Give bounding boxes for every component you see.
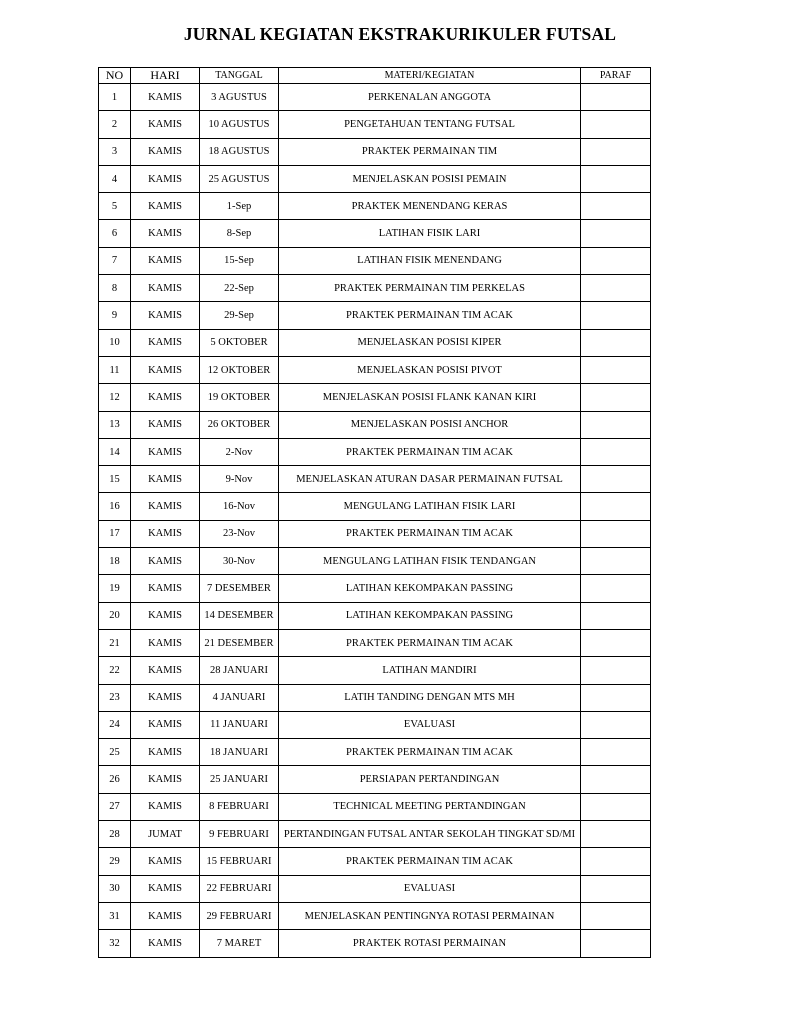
table-row (99, 602, 651, 629)
table-row (99, 247, 651, 274)
cell-hari: KAMIS (131, 111, 200, 138)
cell-materi: MENJELASKAN ATURAN DASAR PERMAINAN FUTSAL (279, 466, 581, 493)
cell-paraf (581, 930, 651, 957)
cell-hari: KAMIS (131, 275, 200, 302)
cell-hari: KAMIS (131, 438, 200, 465)
cell-paraf (581, 602, 651, 629)
cell-materi: PRAKTEK PERMAINAN TIM PERKELAS (279, 275, 581, 302)
cell-materi: LATIHAN KEKOMPAKAN PASSING (279, 575, 581, 602)
cell-no: 12 (99, 384, 131, 411)
cell-hari: KAMIS (131, 466, 200, 493)
header-paraf: PARAF (581, 68, 651, 84)
table-row (99, 902, 651, 929)
cell-no: 31 (99, 902, 131, 929)
cell-no: 2 (99, 111, 131, 138)
cell-tanggal: 3 AGUSTUS (200, 84, 279, 111)
table-row (99, 111, 651, 138)
cell-tanggal: 4 JANUARI (200, 684, 279, 711)
table-row (99, 138, 651, 165)
cell-no: 10 (99, 329, 131, 356)
cell-paraf (581, 329, 651, 356)
table-row (99, 548, 651, 575)
table-header-row (99, 68, 651, 84)
table-row (99, 275, 651, 302)
cell-tanggal: 7 DESEMBER (200, 575, 279, 602)
header-no: NO (99, 68, 131, 84)
cell-paraf (581, 84, 651, 111)
cell-no: 27 (99, 793, 131, 820)
cell-tanggal: 22-Sep (200, 275, 279, 302)
cell-tanggal: 23-Nov (200, 520, 279, 547)
cell-materi: PRAKTEK PERMAINAN TIM ACAK (279, 739, 581, 766)
cell-hari: KAMIS (131, 329, 200, 356)
cell-hari: KAMIS (131, 575, 200, 602)
table-row (99, 438, 651, 465)
cell-hari: KAMIS (131, 711, 200, 738)
cell-paraf (581, 193, 651, 220)
cell-materi: MENJELASKAN POSISI PIVOT (279, 356, 581, 383)
cell-materi: PRAKTEK PERMAINAN TIM ACAK (279, 629, 581, 656)
cell-tanggal: 18 AGUSTUS (200, 138, 279, 165)
cell-materi: EVALUASI (279, 875, 581, 902)
cell-materi: PRAKTEK PERMAINAN TIM ACAK (279, 302, 581, 329)
cell-hari: KAMIS (131, 902, 200, 929)
cell-paraf (581, 384, 651, 411)
cell-paraf (581, 848, 651, 875)
cell-materi: PRAKTEK MENENDANG KERAS (279, 193, 581, 220)
cell-tanggal: 9 FEBRUARI (200, 821, 279, 848)
cell-hari: KAMIS (131, 84, 200, 111)
cell-tanggal: 18 JANUARI (200, 739, 279, 766)
cell-hari: KAMIS (131, 384, 200, 411)
cell-hari: KAMIS (131, 629, 200, 656)
cell-hari: KAMIS (131, 220, 200, 247)
cell-tanggal: 10 AGUSTUS (200, 111, 279, 138)
table-row (99, 165, 651, 192)
cell-tanggal: 15 FEBRUARI (200, 848, 279, 875)
cell-tanggal: 8-Sep (200, 220, 279, 247)
journal-table (98, 67, 651, 958)
cell-materi: PRAKTEK ROTASI PERMAINAN (279, 930, 581, 957)
table-row (99, 875, 651, 902)
cell-tanggal: 28 JANUARI (200, 657, 279, 684)
cell-no: 4 (99, 165, 131, 192)
cell-tanggal: 11 JANUARI (200, 711, 279, 738)
cell-tanggal: 9-Nov (200, 466, 279, 493)
cell-no: 11 (99, 356, 131, 383)
cell-tanggal: 29 FEBRUARI (200, 902, 279, 929)
cell-tanggal: 21 DESEMBER (200, 629, 279, 656)
cell-paraf (581, 302, 651, 329)
cell-hari: KAMIS (131, 766, 200, 793)
cell-no: 30 (99, 875, 131, 902)
cell-paraf (581, 520, 651, 547)
cell-paraf (581, 739, 651, 766)
cell-paraf (581, 821, 651, 848)
cell-hari: KAMIS (131, 302, 200, 329)
cell-no: 18 (99, 548, 131, 575)
table-row (99, 766, 651, 793)
cell-no: 21 (99, 629, 131, 656)
cell-no: 9 (99, 302, 131, 329)
table-row (99, 384, 651, 411)
cell-no: 7 (99, 247, 131, 274)
cell-materi: PRAKTEK PERMAINAN TIM ACAK (279, 520, 581, 547)
cell-materi: MENGULANG LATIHAN FISIK LARI (279, 493, 581, 520)
cell-materi: MENJELASKAN POSISI PEMAIN (279, 165, 581, 192)
page-title: JURNAL KEGIATAN EKSTRAKURIKULER FUTSAL (183, 24, 617, 44)
cell-paraf (581, 275, 651, 302)
cell-paraf (581, 548, 651, 575)
table-row (99, 793, 651, 820)
cell-paraf (581, 684, 651, 711)
table-row (99, 657, 651, 684)
cell-materi: EVALUASI (279, 711, 581, 738)
cell-paraf (581, 466, 651, 493)
cell-materi: MENGULANG LATIHAN FISIK TENDANGAN (279, 548, 581, 575)
cell-hari: KAMIS (131, 165, 200, 192)
journal-table-container (98, 67, 651, 949)
table-row (99, 84, 651, 111)
cell-paraf (581, 711, 651, 738)
header-materi: MATERI/KEGIATAN (279, 68, 581, 84)
cell-tanggal: 26 OKTOBER (200, 411, 279, 438)
table-row (99, 329, 651, 356)
cell-tanggal: 8 FEBRUARI (200, 793, 279, 820)
cell-materi: MENJELASKAN POSISI KIPER (279, 329, 581, 356)
cell-hari: JUMAT (131, 821, 200, 848)
cell-tanggal: 1-Sep (200, 193, 279, 220)
cell-materi: PENGETAHUAN TENTANG FUTSAL (279, 111, 581, 138)
cell-materi: PRAKTEK PERMAINAN TIM ACAK (279, 438, 581, 465)
cell-paraf (581, 411, 651, 438)
table-row (99, 220, 651, 247)
cell-tanggal: 2-Nov (200, 438, 279, 465)
cell-paraf (581, 575, 651, 602)
cell-materi: LATIHAN FISIK LARI (279, 220, 581, 247)
table-row (99, 302, 651, 329)
cell-paraf (581, 793, 651, 820)
table-row (99, 711, 651, 738)
cell-no: 8 (99, 275, 131, 302)
table-body (99, 84, 651, 958)
table-row (99, 629, 651, 656)
cell-tanggal: 16-Nov (200, 493, 279, 520)
table-row (99, 493, 651, 520)
cell-materi: PRAKTEK PERMAINAN TIM ACAK (279, 848, 581, 875)
cell-materi: LATIH TANDING DENGAN MTS MH (279, 684, 581, 711)
cell-hari: KAMIS (131, 657, 200, 684)
cell-materi: MENJELASKAN POSISI FLANK KANAN KIRI (279, 384, 581, 411)
cell-hari: KAMIS (131, 356, 200, 383)
cell-no: 25 (99, 739, 131, 766)
cell-paraf (581, 438, 651, 465)
cell-hari: KAMIS (131, 739, 200, 766)
table-row (99, 575, 651, 602)
header-hari: HARI (131, 68, 200, 84)
cell-tanggal: 29-Sep (200, 302, 279, 329)
cell-tanggal: 30-Nov (200, 548, 279, 575)
cell-no: 28 (99, 821, 131, 848)
cell-hari: KAMIS (131, 602, 200, 629)
cell-tanggal: 7 MARET (200, 930, 279, 957)
cell-materi: PERKENALAN ANGGOTA (279, 84, 581, 111)
cell-tanggal: 15-Sep (200, 247, 279, 274)
cell-hari: KAMIS (131, 875, 200, 902)
cell-no: 19 (99, 575, 131, 602)
cell-tanggal: 12 OKTOBER (200, 356, 279, 383)
cell-no: 29 (99, 848, 131, 875)
cell-tanggal: 25 JANUARI (200, 766, 279, 793)
table-row (99, 684, 651, 711)
table-row (99, 739, 651, 766)
cell-tanggal: 19 OKTOBER (200, 384, 279, 411)
cell-no: 20 (99, 602, 131, 629)
cell-paraf (581, 902, 651, 929)
cell-no: 1 (99, 84, 131, 111)
cell-paraf (581, 657, 651, 684)
cell-paraf (581, 356, 651, 383)
cell-hari: KAMIS (131, 684, 200, 711)
cell-no: 6 (99, 220, 131, 247)
cell-materi: PERTANDINGAN FUTSAL ANTAR SEKOLAH TINGKAT SD/MI (279, 821, 581, 848)
cell-materi: MENJELASKAN PENTINGNYA ROTASI PERMAINAN (279, 902, 581, 929)
cell-materi: MENJELASKAN POSISI ANCHOR (279, 411, 581, 438)
cell-materi: LATIHAN KEKOMPAKAN PASSING (279, 602, 581, 629)
cell-hari: KAMIS (131, 247, 200, 274)
cell-hari: KAMIS (131, 793, 200, 820)
header-tanggal: TANGGAL (200, 68, 279, 84)
cell-tanggal: 14 DESEMBER (200, 602, 279, 629)
cell-no: 22 (99, 657, 131, 684)
table-row (99, 848, 651, 875)
cell-hari: KAMIS (131, 520, 200, 547)
table-row (99, 356, 651, 383)
table-row (99, 466, 651, 493)
table-row (99, 193, 651, 220)
cell-no: 23 (99, 684, 131, 711)
cell-tanggal: 25 AGUSTUS (200, 165, 279, 192)
cell-tanggal: 22 FEBRUARI (200, 875, 279, 902)
cell-materi: TECHNICAL MEETING PERTANDINGAN (279, 793, 581, 820)
table-row (99, 520, 651, 547)
cell-no: 3 (99, 138, 131, 165)
cell-no: 32 (99, 930, 131, 957)
table-row (99, 930, 651, 957)
cell-paraf (581, 247, 651, 274)
cell-no: 14 (99, 438, 131, 465)
cell-no: 26 (99, 766, 131, 793)
cell-tanggal: 5 OKTOBER (200, 329, 279, 356)
cell-hari: KAMIS (131, 930, 200, 957)
cell-materi: LATIHAN MANDIRI (279, 657, 581, 684)
cell-paraf (581, 629, 651, 656)
cell-paraf (581, 111, 651, 138)
cell-hari: KAMIS (131, 548, 200, 575)
table-row (99, 821, 651, 848)
cell-no: 5 (99, 193, 131, 220)
cell-hari: KAMIS (131, 193, 200, 220)
cell-materi: PERSIAPAN PERTANDINGAN (279, 766, 581, 793)
cell-hari: KAMIS (131, 411, 200, 438)
cell-paraf (581, 138, 651, 165)
cell-no: 16 (99, 493, 131, 520)
cell-paraf (581, 220, 651, 247)
cell-no: 13 (99, 411, 131, 438)
table-row (99, 411, 651, 438)
cell-paraf (581, 493, 651, 520)
cell-no: 24 (99, 711, 131, 738)
cell-hari: KAMIS (131, 493, 200, 520)
cell-hari: KAMIS (131, 138, 200, 165)
cell-hari: KAMIS (131, 848, 200, 875)
cell-paraf (581, 875, 651, 902)
cell-materi: LATIHAN FISIK MENENDANG (279, 247, 581, 274)
cell-paraf (581, 766, 651, 793)
cell-no: 15 (99, 466, 131, 493)
cell-no: 17 (99, 520, 131, 547)
cell-materi: PRAKTEK PERMAINAN TIM (279, 138, 581, 165)
cell-paraf (581, 165, 651, 192)
